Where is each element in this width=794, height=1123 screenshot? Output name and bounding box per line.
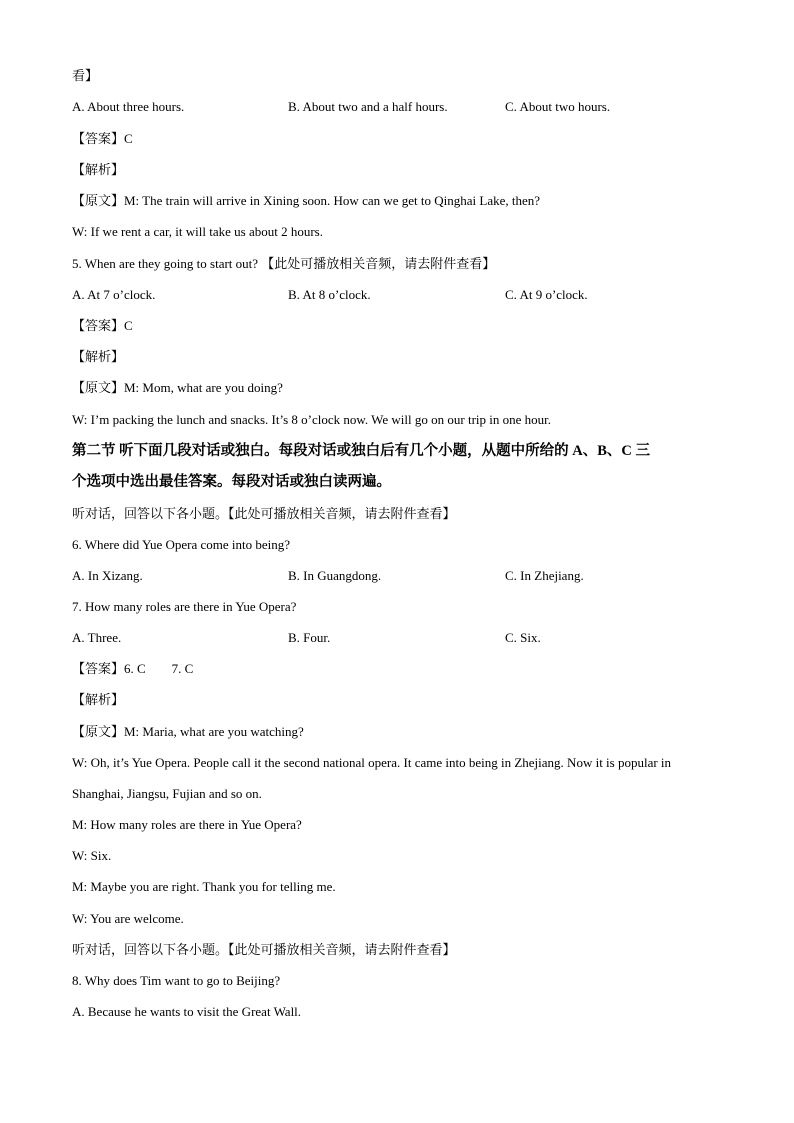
option-b: B. At 8 o’clock.	[288, 287, 371, 302]
option-c: C. In Zhejiang.	[505, 568, 584, 583]
transcript-line: W: I’m packing the lunch and snacks. It’s 8 o’clock now. We will go on our trip in one hour.	[72, 412, 552, 427]
transcript-line: M: How many roles are there in Yue Opera?	[72, 817, 302, 832]
listening-instruction: 听对话，回答以下各小题。【此处可播放相关音频，请去附件查看】	[72, 942, 456, 957]
transcript-line: Shanghai, Jiangsu, Fujian and so on.	[72, 786, 262, 801]
question-7: 7. How many roles are there in Yue Opera?	[72, 599, 297, 614]
answer-6: 【答案】6. C	[72, 661, 146, 676]
answer-7: 7. C	[171, 661, 194, 676]
option-a: A. Because he wants to visit the Great Wall.	[72, 1004, 302, 1019]
question-6: 6. Where did Yue Opera come into being?	[72, 537, 291, 552]
option-a: A. Three.	[72, 630, 122, 645]
option-c: C. Six.	[505, 630, 541, 645]
option-a: A. At 7 o’clock.	[72, 287, 156, 302]
option-a: A. About three hours.	[72, 99, 185, 114]
section-heading: 第二节 听下面几段对话或独白。每段对话或独白后有几个小题，从题中所给的 A、B、C 三	[72, 443, 650, 459]
option-a: A. In Xizang.	[72, 568, 143, 583]
analysis-label: 【解析】	[72, 692, 125, 707]
text-line: 看】	[72, 68, 99, 83]
question-8: 8. Why does Tim want to go to Beijing?	[72, 973, 281, 988]
option-b: B. Four.	[288, 630, 331, 645]
transcript-line: 【原文】M: Maria, what are you watching?	[72, 724, 304, 739]
analysis-label: 【解析】	[72, 349, 125, 364]
answer-line: 【答案】C	[72, 131, 133, 146]
option-c: C. About two hours.	[505, 99, 611, 114]
answer-line	[72, 661, 193, 677]
transcript-line: W: Six.	[72, 848, 112, 863]
transcript-line: W: You are welcome.	[72, 911, 184, 926]
question-5: 5. When are they going to start out? 【此处可播放相关音频，请去附件查看】	[72, 256, 496, 271]
analysis-label: 【解析】	[72, 162, 125, 177]
transcript-line: W: If we rent a car, it will take us about 2 hours.	[72, 224, 323, 239]
option-b: B. In Guangdong.	[288, 568, 382, 583]
listening-instruction: 听对话，回答以下各小题。【此处可播放相关音频，请去附件查看】	[72, 506, 456, 521]
option-c: C. At 9 o’clock.	[505, 287, 588, 302]
transcript-line: M: Maybe you are right. Thank you for telling me.	[72, 879, 336, 894]
transcript-line: 【原文】M: The train will arrive in Xining soon. How can we get to Qinghai Lake, then?	[72, 193, 541, 208]
option-b: B. About two and a half hours.	[288, 99, 448, 114]
answer-line: 【答案】C	[72, 318, 133, 333]
transcript-line: W: Oh, it’s Yue Opera. People call it the second national opera. It came into being in Zhejiang. Now it is popular in	[72, 755, 672, 770]
section-heading: 个选项中选出最佳答案。每段对话或独白读两遍。	[72, 474, 391, 490]
transcript-line: 【原文】M: Mom, what are you doing?	[72, 380, 283, 395]
